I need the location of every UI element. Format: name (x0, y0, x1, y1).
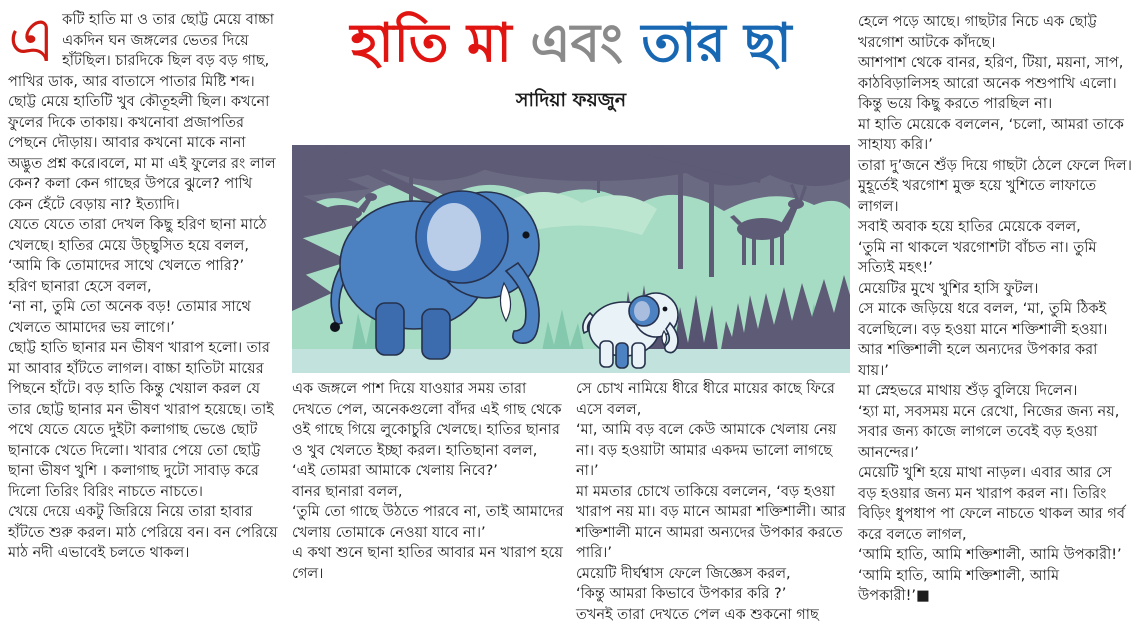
story-paragraph: তখনই তারা দেখতে পেল এক শুকনো গাছ (576, 606, 819, 623)
text-column-3 (576, 379, 848, 622)
article-header (292, 8, 850, 140)
story-paragraph: মা হাতি মেয়েকে বললেন, ‘চলো, আমরা তাকে সাহায্য করি।’ (858, 116, 1124, 153)
story-paragraph: যেতে যেতে তারা দেখল কিছু হরিণ ছানা মাঠে খেলছে। হাতির মেয়ে উচ্ছ্বসিত হয়ে বলল, (8, 217, 267, 254)
story-paragraph: ‘না না, তুমি তো অনেক বড়! তোমার সাথে খেলতে আমাদের ভয় লাগে।’ (8, 299, 251, 336)
story-paragraph: সবাই অবাক হয়ে হাতির মেয়েকে বলল, (858, 219, 1081, 235)
story-illustration (292, 145, 850, 373)
story-paragraph: ছোট্ট হাতি ছানার মন ভীষণ খারাপ হলো। তার মা আবার হাঁটতে লাগল। বাচ্চা হাতিটা মায়ের পিছনে হাঁটে। বড় হাতি কিন্তু খেয়াল করল যে তার ছোট্ট ছানার মন ভীষণ খারাপ হয়েছে। তাই পথে যেতে যেতে দুইটা কলাগাছ ভেঙে ছোট ছানাকে খেতে দিলো। খাবার পেয়ে তো ছোট্ট ছানা ভীষণ খুশি । কলাগাছ দুটো সাবাড় করে দিলো তিরিং বিরিং নাচতে নাচতে। (8, 340, 274, 500)
text-column-4 (858, 12, 1132, 622)
story-paragraph: মেয়েটি খুশি হয়ে মাথা নাড়ল। এবার আর সে বড় হওয়ার জন্য মন খারাপ করল না। তিরিং বিড়িং ধুপধাপ পা ফেলে নাচতে থাকল আর গর্ব করে বলতে লাগল, (858, 465, 1125, 543)
title-segment-blue: তার ছা (641, 13, 792, 74)
story-paragraph: মা স্নেহভরে মাথায় শুঁড় বুলিয়ে দিলেন। (858, 383, 1078, 399)
elephant-ear-inner (427, 203, 481, 271)
drop-cap: এ (8, 3, 56, 76)
tree-trunk (678, 145, 683, 269)
elephant-leg (376, 303, 404, 355)
story-paragraph: আশপাশ থেকে বানর, হরিণ, টিয়া, ময়না, সাপ, কাঠবিড়ালিসহ আরো অনেক পশুপাখি এলো। কিন্তু ভয়ে কিছু করতে পারছিল না। (858, 55, 1124, 112)
story-paragraph: মেয়েটির মুখে খুশির হাসি ফুটল। (858, 280, 1039, 297)
story-paragraph: ছোট্ট মেয়ে হাতিটি খুব কৌতূহলী ছিল। কখনো ফুলের দিকে তাকায়। কখনোবা প্রজাপতির পেছনে দৌড়ায়। আবার কখনো মাকে নানা অদ্ভুত প্রশ্ন করে।বলে, মা মা এই ফুলের রং লাল কেন? কলা কেন গাছের উপরে ঝুলে? পাখি কেন হেঁটে বেড়ায় না? ইত্যাদি। (8, 94, 276, 213)
story-paragraph: ‘আমি কি তোমাদের সাথে খেলতে পারি?’ (8, 258, 245, 274)
story-paragraph: ‘মা, আমি বড় বলে কেউ আমাকে খেলায় নেয় না। বড় হওয়াটা আমার একদম ভালো লাগছে না।’ (576, 422, 837, 479)
author-byline: সাদিয়া ফয়জুন (515, 89, 627, 111)
elephant-eye (522, 231, 529, 238)
story-paragraph: মা মমতার চোখে তাকিয়ে বললেন, ‘বড় হওয়া খারাপ নয় মা। বড় মানে আমরা শক্তিশালী। আর শক্তিশালী মানে আমরা অন্যদের উপকার করতে পারি।’ (576, 483, 846, 561)
story-paragraph: সে মাকে জড়িয়ে ধরে বলল, ‘মা, তুমি ঠিকই বলেছিলে। বড় হওয়া মানে শক্তিশালী হওয়া। আর শক্তিশালী হলে অন্যদের উপকার করা যায়।’ (858, 301, 1108, 379)
story-paragraph: হরিণ ছানারা হেসে বলল, (8, 278, 152, 295)
vine (597, 145, 600, 193)
story-paragraph (8, 3, 278, 92)
story-paragraph: ‘কিন্তু আমরা কিভাবে উপকার করি ?’ (576, 586, 787, 602)
text-column-1 (8, 3, 278, 622)
story-paragraph: হেলে পড়ে আছে। গাছটার নিচে এক ছোট্ট খরগোশ আটকে কাঁদছে। (858, 14, 1097, 51)
title-segment-red: হাতি মা (350, 13, 512, 74)
story-paragraph: এক জঙ্গলে পাশ দিয়ে যাওয়ার সময় তারা দেখতে পেল, অনেকগুলো বাঁদর এই গাছ থেকে ওই গাছে গিয়ে লুকোচুরি খেলছে। হাতির ছানার ও খুব খেলতে ইচ্ছা করল। হাতিছানা বলল, ‘এই তোমরা আমাকে খেলায় নিবে?’ (292, 381, 562, 479)
story-paragraph: মেয়েটি দীর্ঘশ্বাস ফেলে জিজ্ঞেস করল, (576, 565, 791, 582)
baby-leg-blue (616, 343, 628, 368)
story-paragraph: খেয়ে দেয়ে একটু জিরিয়ে নিয়ে তারা হাবার হাঁটতে শুরু করল। মাঠ পেরিয়ে বন। বন পেরিয়ে মাঠ নদী এভাবেই চলতে থাকল। (8, 504, 278, 561)
story-paragraph: ‘তুমি না থাকলে খরগোশটা বাঁচত না। তুমি সত্যিই মহৎ!’ (858, 239, 1097, 276)
story-paragraph-text: কটি হাতি মা ও তার ছোট্ট মেয়ে বাচ্চা একদিন ঘন জঙ্গলের ভেতর দিয়ে হাঁটছিল। চারদিকে ছিল বড় বড় গাছ, পাখির ডাক, আর বাতাসে পাতার মিষ্টি শব্দ। (8, 12, 274, 90)
story-paragraph: বানর ছানারা বলল, (292, 483, 403, 500)
text-column-2 (292, 379, 564, 622)
baby-leg (600, 341, 613, 367)
title-segment-gray: এবং (530, 13, 623, 74)
story-paragraph: তারা দু’জনে শুঁড় দিয়ে গাছটা ঠেলে ফেলে দিল। মুহূর্তেই খরগোশ মুক্ত হয়ে খুশিতে লাফাতে লাগল। (858, 157, 1132, 215)
story-paragraph: ‘আমি হাতি, আমি শক্তিশালী, আমি উপকারী!’ (858, 547, 1122, 563)
story-paragraph: ‘আমি হাতি, আমি শক্তিশালী, আমি উপকারী!’■ (858, 567, 1060, 604)
article-title (292, 8, 850, 80)
story-paragraph: ‘হ্যা মা, সবসময় মনে রেখো, নিজের জন্য নয়, সবার জন্য কাজে লাগলে তবেই বড় হওয়া আনন্দের।’ (858, 403, 1120, 461)
baby-eye (663, 307, 668, 312)
story-paragraph: ‘তুমি তো গাছে উঠতে পারবে না, তাই আমাদের খেলায় তোমাকে নেওয়া যাবে না।’ (292, 504, 564, 541)
baby-leg (632, 343, 645, 368)
baby-ear-inner (634, 301, 650, 321)
story-paragraph: এ কথা শুনে ছানা হাতির আবার মন খারাপ হয়ে গেল। (292, 545, 563, 582)
elephant-leg (422, 309, 450, 359)
story-paragraph: সে চোখ নামিয়ে ধীরে ধীরে মায়ের কাছে ফিরে এসে বলল, (576, 381, 835, 418)
ground-strip (292, 349, 850, 373)
